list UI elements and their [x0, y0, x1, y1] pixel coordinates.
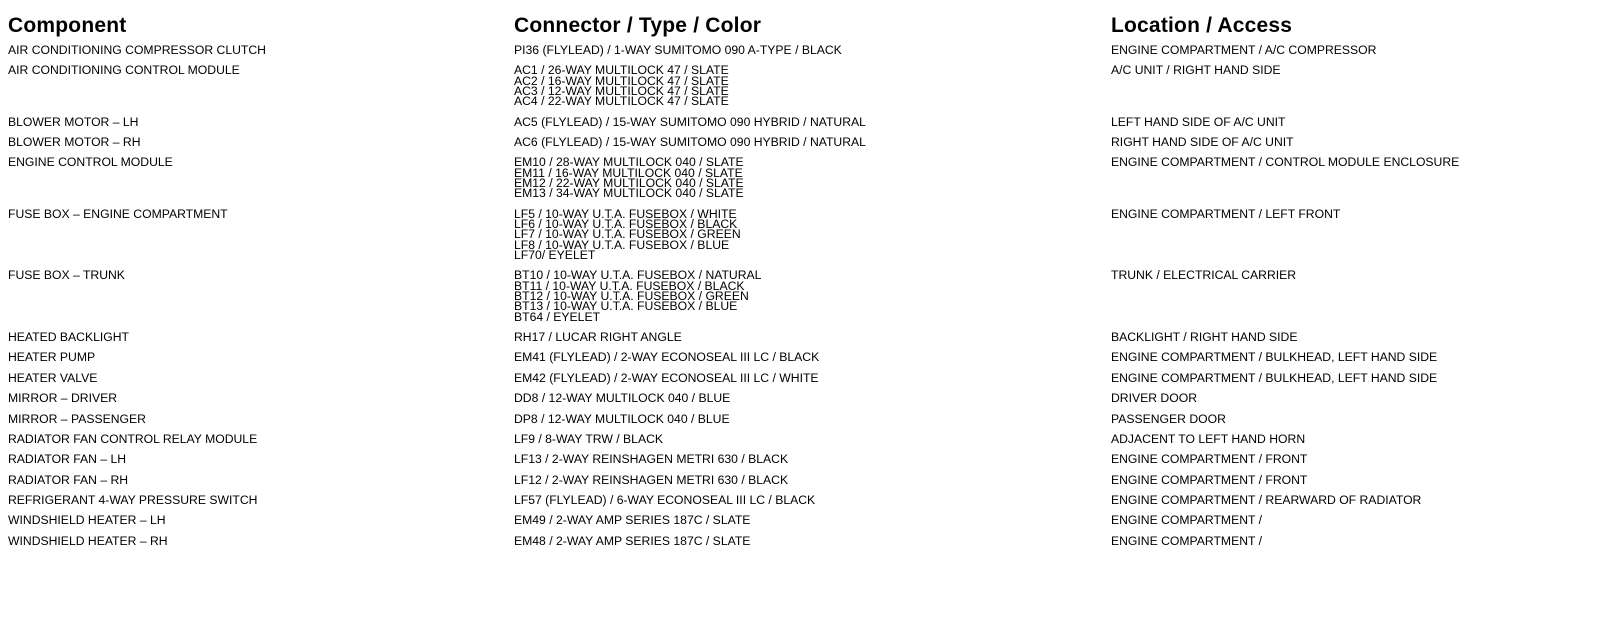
- location-cell: ENGINE COMPARTMENT / A/C COMPRESSOR: [1111, 43, 1377, 57]
- connector-line: BT11 / 10-WAY U.T.A. FUSEBOX / BLACK: [514, 278, 745, 293]
- component-cell: MIRROR – PASSENGER: [8, 411, 146, 426]
- location-cell: ENGINE COMPARTMENT / BULKHEAD, LEFT HAND SIDE: [1111, 370, 1438, 385]
- connector-line: DP8 / 12-WAY MULTILOCK 040 / BLUE: [514, 411, 730, 426]
- connector-line: EM12 / 22-WAY MULTILOCK 040 / SLATE: [514, 176, 744, 191]
- connector-line: BT13 / 10-WAY U.T.A. FUSEBOX / BLUE: [514, 299, 738, 314]
- connector-cell: [514, 329, 682, 344]
- table-row: [0, 533, 1598, 556]
- connector-cell: [514, 350, 820, 365]
- connector-line: LF13 / 2-WAY REINSHAGEN METRI 630 / BLACK: [514, 452, 789, 467]
- component-cell: AIR CONDITIONING COMPRESSOR CLUTCH: [8, 43, 266, 57]
- table-row: [0, 114, 1598, 137]
- connector-line: LF57 (FLYLEAD) / 6-WAY ECONOSEAL III LC / BLACK: [514, 493, 816, 508]
- connector-line: BT10 / 10-WAY U.T.A. FUSEBOX / NATURAL: [514, 268, 762, 283]
- component-cell: HEATER PUMP: [8, 350, 96, 365]
- connector-line: LF9 / 8-WAY TRW / BLACK: [514, 431, 663, 446]
- connector-line: LF8 / 10-WAY U.T.A. FUSEBOX / BLUE: [514, 237, 730, 252]
- table-row: [0, 45, 1598, 65]
- component-cell: WINDSHIELD HEATER – LH: [8, 513, 166, 528]
- table-row: [0, 137, 1598, 157]
- connector-line: EM11 / 16-WAY MULTILOCK 040 / SLATE: [514, 165, 743, 180]
- table-row: [0, 370, 1598, 393]
- table-row: [0, 495, 1598, 515]
- header-component: Component: [8, 14, 127, 37]
- connector-line: LF70/ EYELET: [514, 247, 596, 262]
- connector-line: AC2 / 16-WAY MULTILOCK 47 / SLATE: [514, 73, 729, 88]
- component-cell: RADIATOR FAN CONTROL RELAY MODULE: [8, 431, 258, 446]
- connector-line: EM48 / 2-WAY AMP SERIES 187C / SLATE: [514, 533, 751, 548]
- component-cell: BLOWER MOTOR – RH: [8, 135, 141, 150]
- location-cell: ENGINE COMPARTMENT / BULKHEAD, LEFT HAND SIDE: [1111, 350, 1438, 365]
- table-row: [0, 515, 1598, 535]
- table-row: [0, 454, 1598, 474]
- table-row: [0, 431, 1598, 454]
- connector-line: EM13 / 34-WAY MULTILOCK 040 / SLATE: [514, 186, 744, 201]
- component-cell: RADIATOR FAN – RH: [8, 472, 129, 487]
- location-cell: LEFT HAND SIDE OF A/C UNIT: [1111, 114, 1286, 129]
- connector-line: EM41 (FLYLEAD) / 2-WAY ECONOSEAL III LC / BLACK: [514, 350, 820, 365]
- connector-line: AC3 / 12-WAY MULTILOCK 47 / SLATE: [514, 83, 729, 98]
- connector-cell: [514, 472, 789, 487]
- component-cell: REFRIGERANT 4-WAY PRESSURE SWITCH: [8, 493, 258, 508]
- connector-cell: [514, 411, 730, 426]
- location-cell: ENGINE COMPARTMENT / FRONT: [1111, 472, 1308, 487]
- table-row: [0, 206, 1598, 271]
- connector-line: AC6 (FLYLEAD) / 15-WAY SUMITOMO 090 HYBRID / NATURAL: [514, 135, 866, 150]
- connector-cell: [514, 431, 663, 446]
- connector-cell: [514, 155, 744, 201]
- location-cell: ENGINE COMPARTMENT / REARWARD OF RADIATOR: [1111, 493, 1422, 508]
- location-cell: ENGINE COMPARTMENT / LEFT FRONT: [1111, 206, 1341, 221]
- component-cell: FUSE BOX – TRUNK: [8, 268, 125, 283]
- component-cell: HEATED BACKLIGHT: [8, 329, 129, 344]
- connector-cell: [514, 391, 731, 406]
- component-cell: ENGINE CONTROL MODULE: [8, 155, 173, 170]
- connector-line: LF5 / 10-WAY U.T.A. FUSEBOX / WHITE: [514, 206, 737, 221]
- table-row: [0, 472, 1598, 495]
- table-row: [0, 329, 1598, 352]
- location-cell: ENGINE COMPARTMENT /: [1111, 533, 1263, 548]
- location-cell: PASSENGER DOOR: [1111, 411, 1226, 426]
- component-cell: WINDSHIELD HEATER – RH: [8, 533, 168, 548]
- connector-line: RH17 / LUCAR RIGHT ANGLE: [514, 329, 682, 344]
- connector-line: BT64 / EYELET: [514, 309, 601, 324]
- component-cell: BLOWER MOTOR – LH: [8, 114, 139, 129]
- location-cell: BACKLIGHT / RIGHT HAND SIDE: [1111, 329, 1298, 344]
- connector-line: LF12 / 2-WAY REINSHAGEN METRI 630 / BLACK: [514, 472, 789, 487]
- connector-cell: [514, 452, 789, 467]
- connector-line: DD8 / 12-WAY MULTILOCK 040 / BLUE: [514, 391, 731, 406]
- connector-cell: [514, 533, 751, 548]
- connector-line: EM49 / 2-WAY AMP SERIES 187C / SLATE: [514, 513, 751, 528]
- connector-cell: [514, 114, 866, 129]
- connector-cell: [514, 268, 762, 324]
- location-cell: A/C UNIT / RIGHT HAND SIDE: [1111, 63, 1281, 78]
- connector-line: AC5 (FLYLEAD) / 15-WAY SUMITOMO 090 HYBRID / NATURAL: [514, 114, 866, 129]
- location-cell: ENGINE COMPARTMENT / FRONT: [1111, 452, 1308, 467]
- component-cell: MIRROR – DRIVER: [8, 391, 118, 406]
- connector-line: EM42 (FLYLEAD) / 2-WAY ECONOSEAL III LC / WHITE: [514, 370, 819, 385]
- connector-line: EM10 / 28-WAY MULTILOCK 040 / SLATE: [514, 155, 744, 170]
- table-row: [0, 65, 1598, 116]
- component-cell: FUSE BOX – ENGINE COMPARTMENT: [8, 206, 228, 221]
- connector-line: AC1 / 26-WAY MULTILOCK 47 / SLATE: [514, 63, 729, 78]
- connector-cell: [514, 206, 741, 262]
- table-row: [0, 411, 1598, 434]
- header-connector: Connector / Type / Color: [514, 14, 762, 37]
- table-row: [0, 270, 1598, 332]
- component-cell: RADIATOR FAN – LH: [8, 452, 127, 467]
- connector-line: LF7 / 10-WAY U.T.A. FUSEBOX / GREEN: [514, 227, 741, 242]
- table-row: [0, 352, 1598, 372]
- component-table: [0, 45, 1598, 556]
- connector-cell: [514, 63, 729, 109]
- connector-cell: [514, 513, 751, 528]
- location-cell: TRUNK / ELECTRICAL CARRIER: [1111, 268, 1297, 283]
- location-cell: DRIVER DOOR: [1111, 391, 1197, 406]
- connector-line: BT12 / 10-WAY U.T.A. FUSEBOX / GREEN: [514, 288, 749, 303]
- connector-line: LF6 / 10-WAY U.T.A. FUSEBOX / BLACK: [514, 217, 738, 232]
- table-row: [0, 157, 1598, 208]
- connector-line: AC4 / 22-WAY MULTILOCK 47 / SLATE: [514, 94, 729, 109]
- table-row: [0, 393, 1598, 413]
- component-cell: AIR CONDITIONING CONTROL MODULE: [8, 63, 240, 78]
- header-location: Location / Access: [1111, 14, 1293, 37]
- location-cell: ENGINE COMPARTMENT /: [1111, 513, 1263, 528]
- connector-cell: [514, 370, 819, 385]
- location-cell: ENGINE COMPARTMENT / CONTROL MODULE ENCLOSURE: [1111, 155, 1460, 170]
- location-cell: ADJACENT TO LEFT HAND HORN: [1111, 431, 1306, 446]
- component-cell: HEATER VALVE: [8, 370, 98, 385]
- connector-cell: [514, 493, 816, 508]
- connector-cell: [514, 135, 866, 150]
- connector-line: PI36 (FLYLEAD) / 1-WAY SUMITOMO 090 A-TYPE / BLACK: [514, 43, 842, 57]
- location-cell: RIGHT HAND SIDE OF A/C UNIT: [1111, 135, 1294, 150]
- connector-cell: [514, 45, 842, 55]
